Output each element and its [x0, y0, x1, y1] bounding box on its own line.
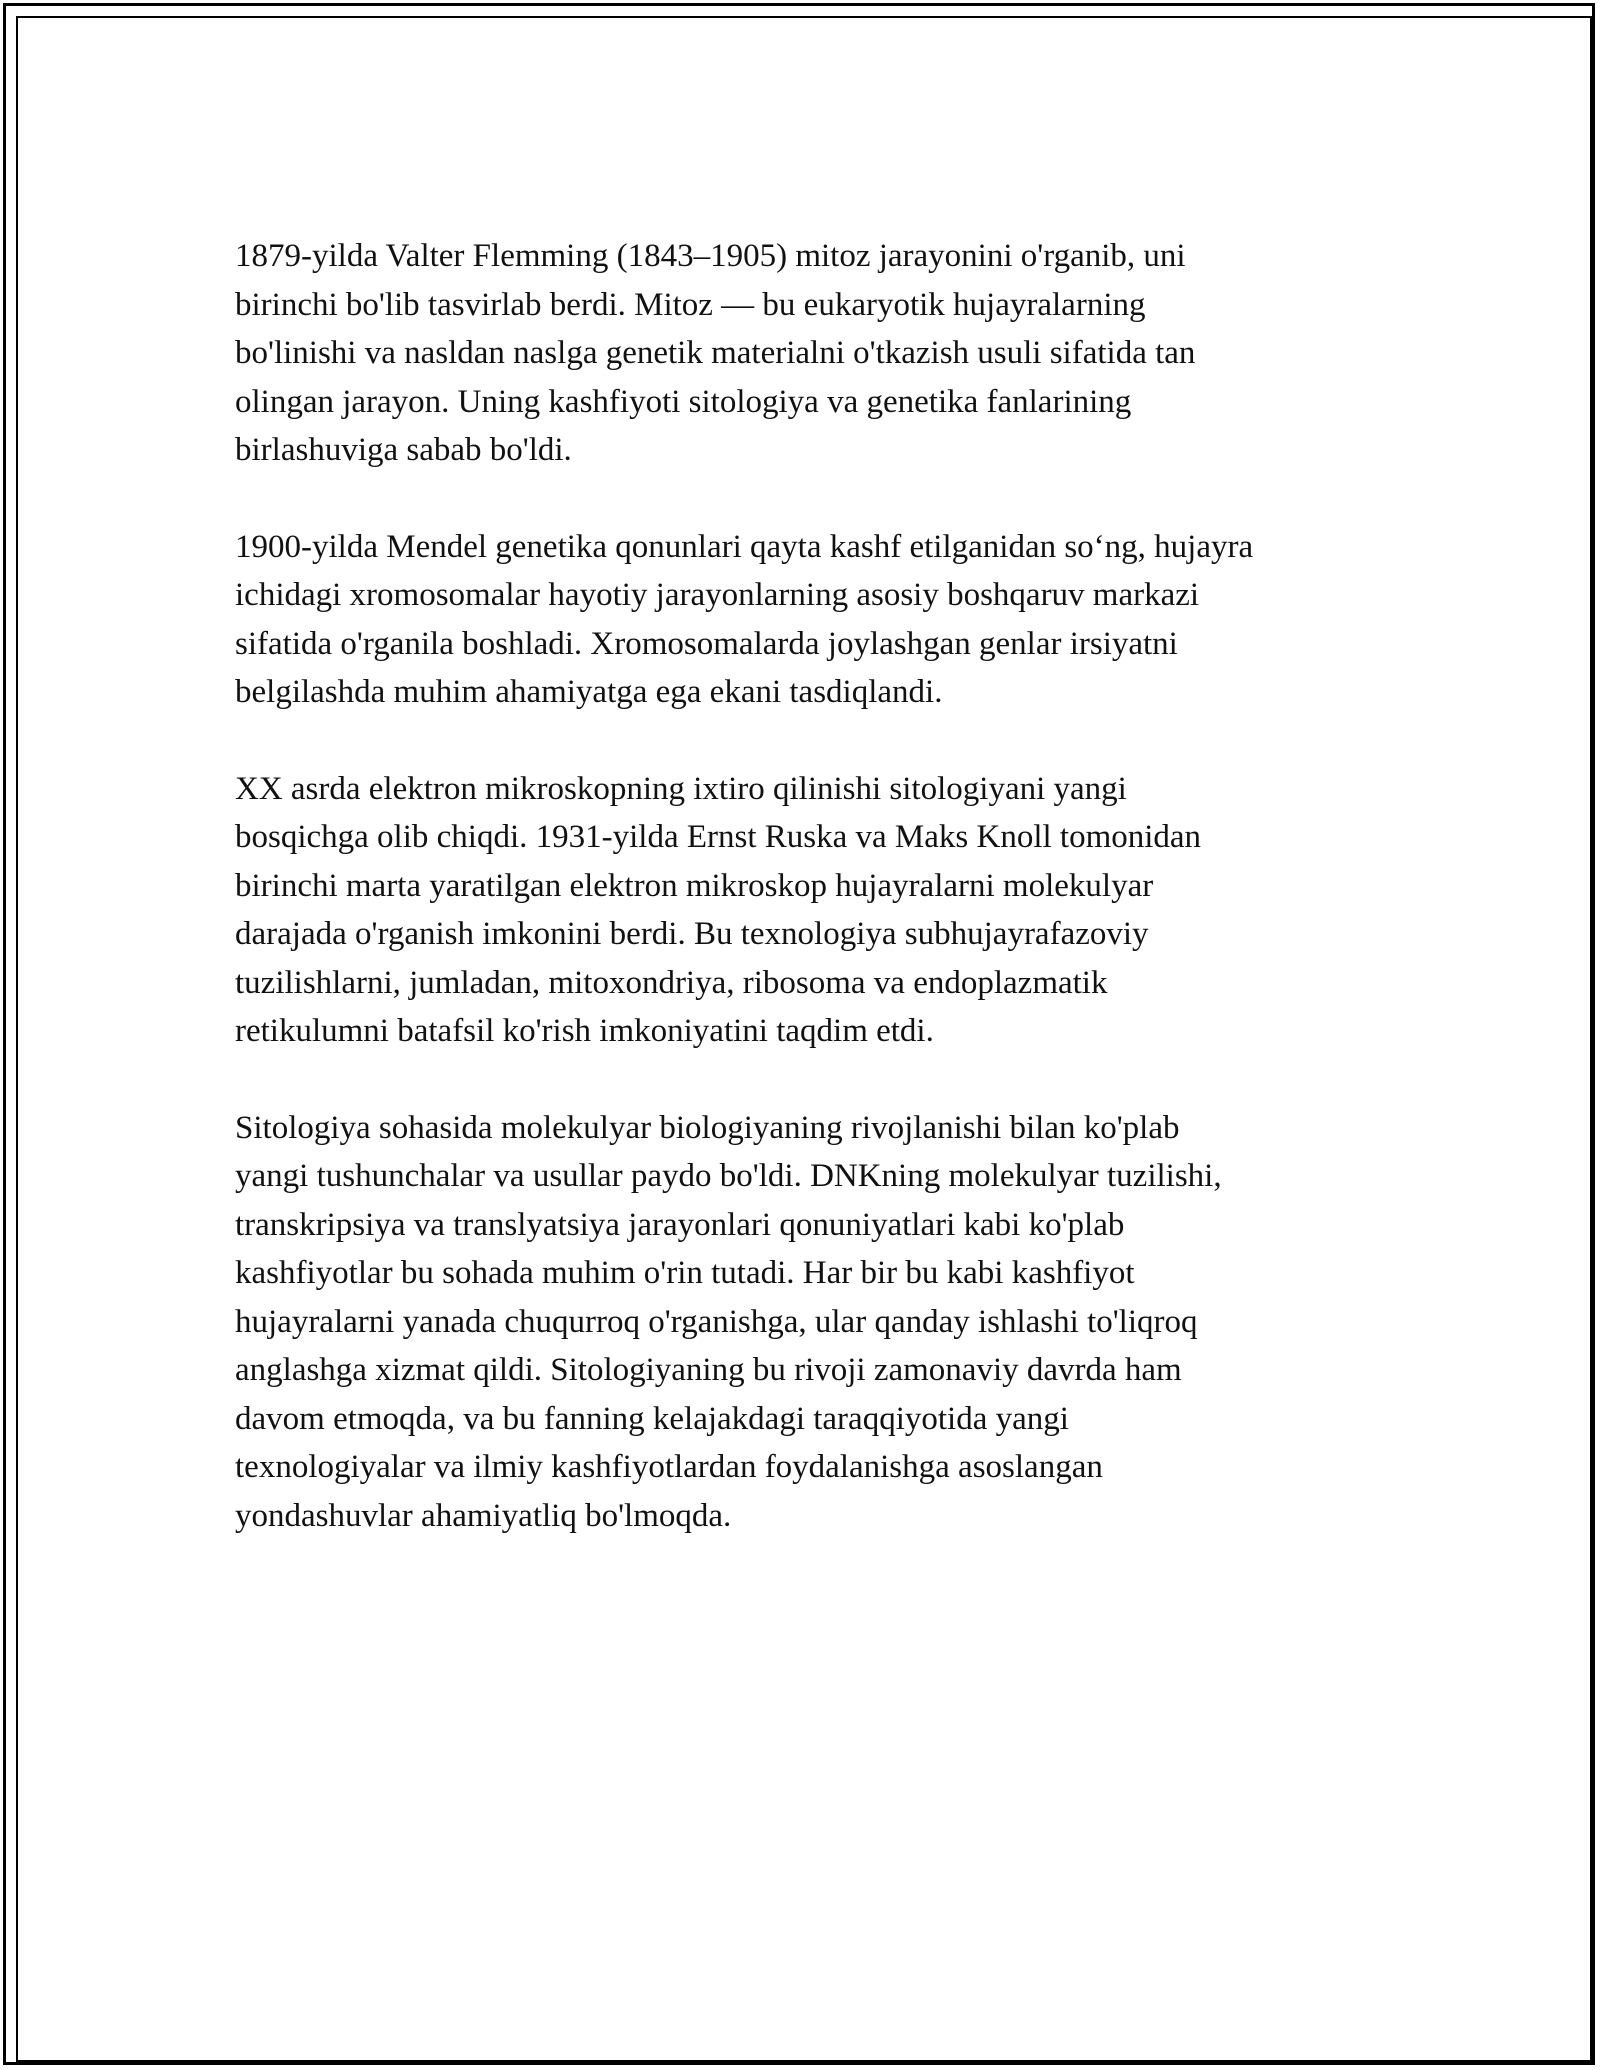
text-line: ichidagi xromosomalar hayotiy jarayonlarning asosiy boshqaruv markazi [235, 577, 1200, 613]
text-line: bo'linishi va nasldan naslga genetik materialni o'tkazish usuli sifatida tan [235, 335, 1196, 371]
text-line: Sitologiya sohasida molekulyar biologiyaning rivojlanishi bilan ko'plab [235, 1109, 1180, 1146]
text-line: yondashuvlar ahamiyatliq bo'lmoqda. [235, 1497, 732, 1534]
paragraph-electron-microscope [235, 765, 1375, 1056]
text-line: birinchi marta yaratilgan elektron mikroskop hujayralarni molekulyar [235, 867, 1154, 904]
text-line: retikulumni batafsil ko'rish imkoniyatini taqdim etdi. [235, 1013, 934, 1049]
text-line: transkripsiya va translyatsiya jarayonlari qonuniyatlari kabi ko'plab [235, 1206, 1125, 1243]
text-line: hujayralarni yanada chuqurroq o'rganishga, ular qanday ishlashi to'liqroq [235, 1303, 1198, 1340]
document-body [235, 232, 1375, 1588]
text-line: belgilashda muhim ahamiyatga ega ekani tasdiqlandi. [235, 674, 943, 710]
paragraph-mendel-chromosomes [235, 523, 1375, 717]
text-line: kashfiyotlar bu sohada muhim o'rin tutadi. Har bir bu kabi kashfiyot [235, 1255, 1135, 1291]
text-line: darajada o'rganish imkonini berdi. Bu texnologiya subhujayrafazoviy [235, 916, 1149, 952]
text-line: yangi tushunchalar va usullar paydo bo'ldi. DNKning molekulyar tuzilishi, [235, 1158, 1222, 1194]
text-line: 1900-yilda Mendel genetika qonunlari qayta kashf etilganidan so‘ng, hujayra [235, 528, 1254, 565]
text-line: olingan jarayon. Uning kashfiyoti sitologiya va genetika fanlarining [235, 383, 1132, 420]
text-line: texnologiyalar va ilmiy kashfiyotlardan foydalanishga asoslangan [235, 1449, 1103, 1485]
text-line: birlashuviga sabab bo'ldi. [235, 432, 572, 468]
text-line: anglashga xizmat qildi. Sitologiyaning bu rivoji zamonaviy davrda ham [235, 1352, 1182, 1388]
text-line: 1879-yilda Valter Flemming (1843–1905) mitoz jarayonini o'rganib, uni [235, 238, 1186, 274]
text-line: davom etmoqda, va bu fanning kelajakdagi taraqqiyotida yangi [235, 1400, 1069, 1437]
text-line: birinchi bo'lib tasvirlab berdi. Mitoz — bu eukaryotik hujayralarning [235, 286, 1146, 323]
text-line: bosqichga olib chiqdi. 1931-yilda Ernst Ruska va Maks Knoll tomonidan [235, 819, 1202, 855]
paragraph-flemming-mitosis [235, 232, 1375, 475]
paragraph-molecular-biology [235, 1104, 1375, 1541]
text-line: XX asrda elektron mikroskopning ixtiro qilinishi sitologiyani yangi [235, 770, 1127, 807]
text-line: tuzilishlarni, jumladan, mitoxondriya, ribosoma va endoplazmatik [235, 964, 1108, 1001]
text-line: sifatida o'rganila boshladi. Xromosomalarda joylashgan genlar irsiyatni [235, 625, 1178, 662]
